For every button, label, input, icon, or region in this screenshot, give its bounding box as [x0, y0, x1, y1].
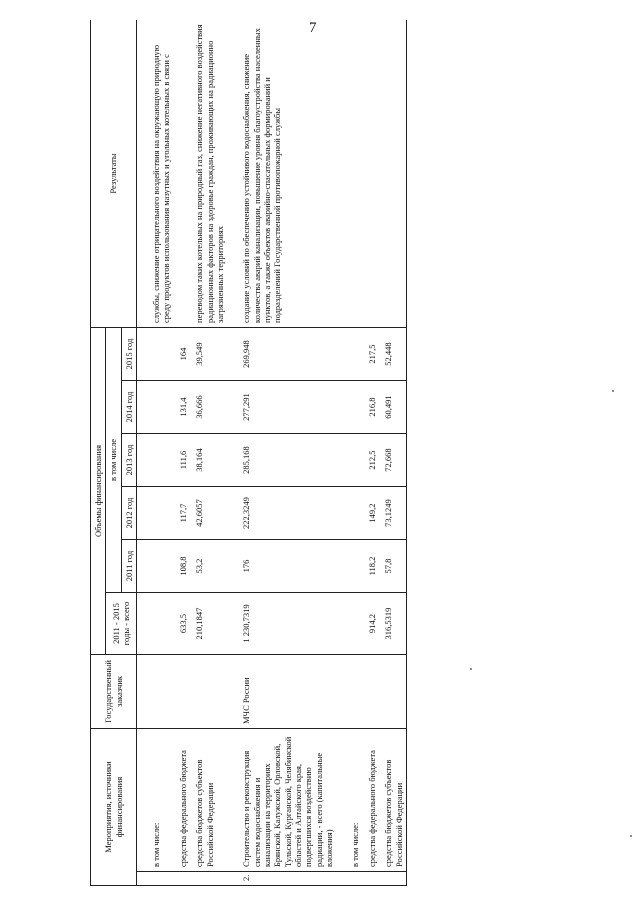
- value-2014: 60,491: [379, 381, 406, 434]
- value-2012: [147, 487, 174, 540]
- total-cell: 914,2: [363, 593, 379, 655]
- row-number: [147, 872, 174, 886]
- scan-speck: [630, 835, 632, 837]
- scan-speck: [612, 390, 614, 392]
- result-cell: [346, 20, 362, 327]
- table-row: [190, 20, 227, 886]
- activity-cell: в том числе:: [147, 729, 174, 872]
- value-2013: 212,5: [363, 434, 379, 487]
- value-2013: [346, 434, 362, 487]
- header-activities: Мероприятия, источники финансирования: [91, 729, 137, 886]
- value-2011: [346, 540, 362, 593]
- header-results: Результаты: [91, 20, 137, 327]
- result-cell: службы, снижение отрицательного воздействия на окружающую природную среду продуктов использования мазутных и угольных котельных в связи с: [147, 20, 174, 327]
- total-cell: [147, 593, 174, 655]
- result-cell: [174, 20, 190, 327]
- value-2012: 42,6057: [190, 487, 227, 540]
- row-number: [346, 872, 362, 886]
- value-2015: [147, 327, 174, 380]
- header-funding-group: Объемы финансирования: [91, 327, 106, 654]
- rotated-page-area: [90, 20, 605, 886]
- spacer-row: [227, 20, 237, 886]
- value-2015: 217,5: [363, 327, 379, 380]
- value-2011: 53,2: [190, 540, 227, 593]
- value-2011: 118,2: [363, 540, 379, 593]
- spacer-row: [336, 20, 346, 886]
- result-cell: [379, 20, 406, 327]
- value-2011: 176: [237, 540, 336, 593]
- activity-cell: в том числе:: [346, 729, 362, 872]
- value-2014: 36,666: [190, 381, 227, 434]
- value-2015: 39,549: [190, 327, 227, 380]
- header-year-2011: 2011 год: [121, 540, 136, 593]
- total-cell: 1 230,7319: [237, 593, 336, 655]
- row-number: [363, 872, 379, 886]
- header-including: в том числе: [106, 327, 121, 592]
- value-2013: 38,164: [190, 434, 227, 487]
- row-number: 2.: [237, 872, 336, 886]
- activity-cell: Строительство и реконструкция систем водоснабжения и канализации на территориях Брянской, Калужской, Орловской, Тульской, Курганской, Челябинской областей и Алтайского края, подвергшихся воздействию радиации, - всего (капитальные вложения): [237, 729, 336, 872]
- activity-cell: средства бюджетов субъектов Российской Федерации: [379, 729, 406, 872]
- value-2013: 72,668: [379, 434, 406, 487]
- value-2013: 111,6: [174, 434, 190, 487]
- value-2012: 222,3249: [237, 487, 336, 540]
- value-2012: 73,1249: [379, 487, 406, 540]
- value-2012: 117,7: [174, 487, 190, 540]
- table-row: [174, 20, 190, 886]
- activity-cell: средства бюджетов субъектов Российской Федерации: [190, 729, 227, 872]
- customer-cell: МЧС России: [237, 655, 336, 729]
- value-2011: [147, 540, 174, 593]
- row-number: [379, 872, 406, 886]
- value-2014: [346, 381, 362, 434]
- value-2012: 149,2: [363, 487, 379, 540]
- total-cell: 633,5: [174, 593, 190, 655]
- customer-cell: [363, 655, 379, 729]
- table-row: [237, 20, 336, 886]
- table-row: [147, 20, 174, 886]
- row-number: [190, 872, 227, 886]
- header-year-2015: 2015 год: [121, 327, 136, 380]
- customer-cell: [174, 655, 190, 729]
- value-2015: 52,448: [379, 327, 406, 380]
- value-2013: 285,168: [237, 434, 336, 487]
- value-2014: 216,8: [363, 381, 379, 434]
- value-2012: [346, 487, 362, 540]
- header-year-2012: 2012 год: [121, 487, 136, 540]
- result-cell: переводом таких котельных на природный газ, снижение негативного воздействия радиационных факторов на здоровье граждан, проживающих на радиационно загрязненных территориях: [190, 20, 227, 327]
- customer-cell: [346, 655, 362, 729]
- header-total: 2011 - 2015 годы - всего: [106, 593, 137, 655]
- financing-table-rotated: [90, 20, 605, 886]
- value-2011: 57,8: [379, 540, 406, 593]
- total-cell: [346, 593, 362, 655]
- customer-cell: [190, 655, 227, 729]
- value-2014: 131,4: [174, 381, 190, 434]
- table-row: [379, 20, 406, 886]
- value-2013: [147, 434, 174, 487]
- value-2015: [346, 327, 362, 380]
- activity-cell: средства федерального бюджета: [174, 729, 190, 872]
- header-customer: Государственный заказчик: [91, 655, 137, 729]
- total-cell: 316,5319: [379, 593, 406, 655]
- header-year-2014: 2014 год: [121, 381, 136, 434]
- value-2015: 269,948: [237, 327, 336, 380]
- value-2011: 108,8: [174, 540, 190, 593]
- header-year-2013: 2013 год: [121, 434, 136, 487]
- total-cell: 210,1847: [190, 593, 227, 655]
- table-row: [363, 20, 379, 886]
- result-cell: создание условий по обеспечению устойчивого водоснабжения, снижение количества аварий канализации, повышение уровня благоустройства населенных пунктов, а также объектов аварийно-спасательных формирований и подразделений Государственной противопожарной службы: [237, 20, 336, 327]
- result-cell: [363, 20, 379, 327]
- customer-cell: [147, 655, 174, 729]
- value-2014: 277,291: [237, 381, 336, 434]
- financing-table: [90, 20, 407, 886]
- page-number: 7: [309, 20, 317, 36]
- row-number: [174, 872, 190, 886]
- value-2014: [147, 381, 174, 434]
- activity-cell: средства федерального бюджета: [363, 729, 379, 872]
- customer-cell: [379, 655, 406, 729]
- table-row: [346, 20, 362, 886]
- value-2015: 164: [174, 327, 190, 380]
- spacer-row: [137, 20, 148, 886]
